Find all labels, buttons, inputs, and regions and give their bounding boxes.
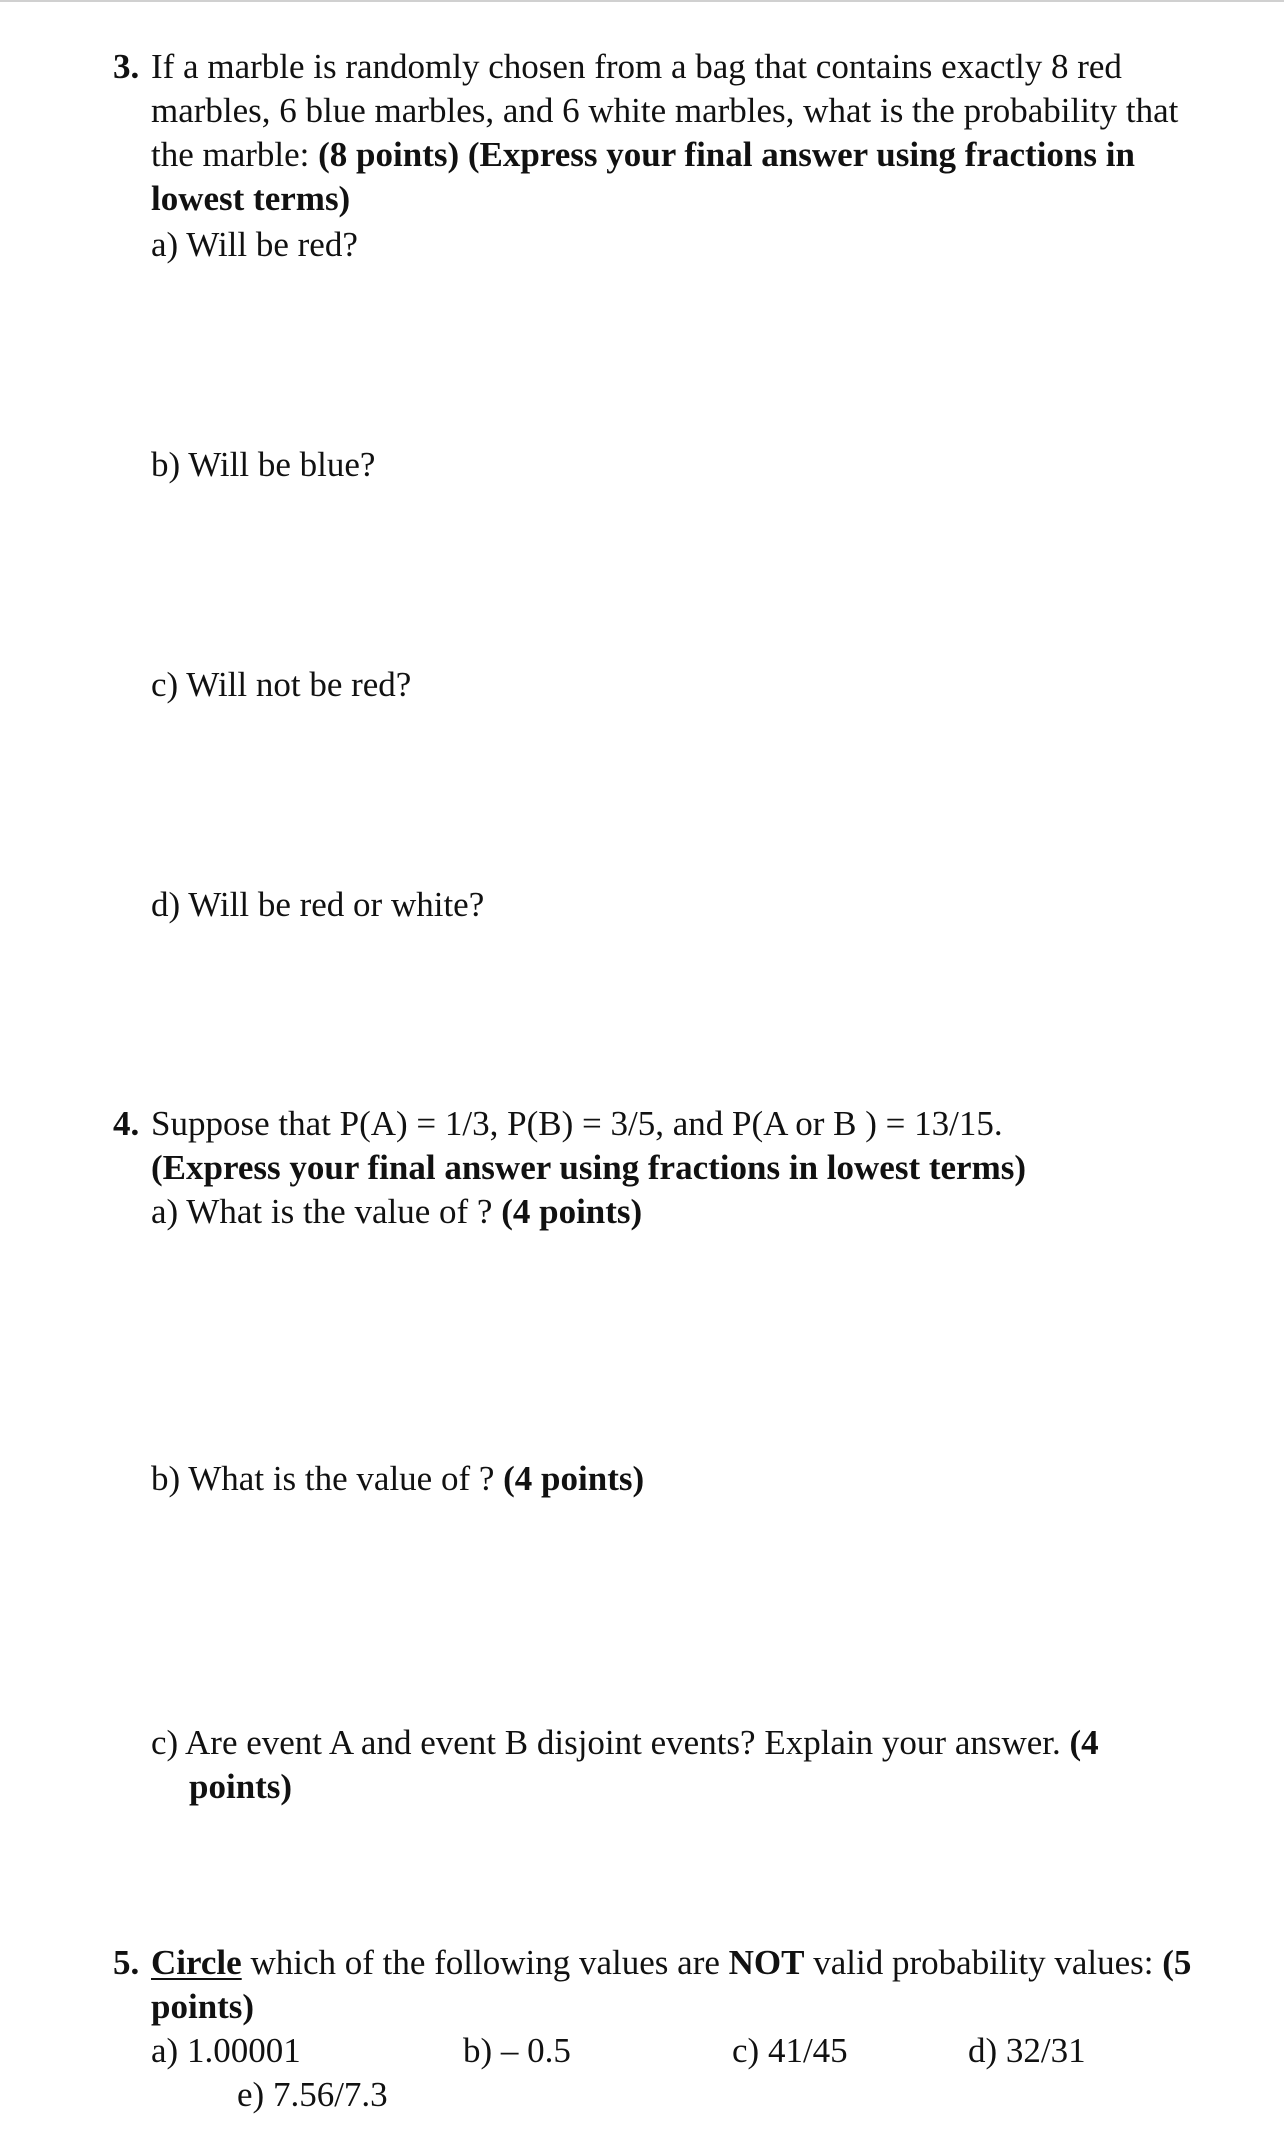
question-4-body <box>151 1102 1213 1234</box>
question-4-part-a-text: a) What is the value of ? <box>151 1192 502 1231</box>
question-4-part-b-text: b) What is the value of ? <box>151 1459 504 1498</box>
question-4-part-b <box>151 1457 644 1501</box>
question-5-circle-word: Circle <box>151 1943 242 1982</box>
question-3-part-c: c) Will not be red? <box>151 665 412 704</box>
question-3-part-b: b) Will be blue? <box>151 445 376 484</box>
question-5-not-word: NOT <box>728 1943 805 1982</box>
question-4-part-b-points: (4 points) <box>503 1459 645 1498</box>
question-3 <box>113 45 1213 221</box>
question-4-part-a-points: (4 points) <box>501 1192 643 1231</box>
question-5 <box>113 1941 1213 2029</box>
question-4-part-a <box>151 1190 1213 1234</box>
question-3-part-d: d) Will be red or white? <box>151 885 485 924</box>
question-3-instruction: (Express your final answer using fractions in lowest terms) <box>151 135 1135 218</box>
question-3-text: If a marble is randomly chosen from a bag that contains exactly 8 red marbles, 6 blue marbles, and 6 white marbles, what is the probability that the marble: <box>151 47 1179 174</box>
question-4-text: Suppose that P(A) = 1/3, P(B) = 3/5, and P(A or B ) = 13/15. <box>151 1104 1003 1143</box>
question-4-part-c-text: c) Are event A and event B disjoint events? Explain your answer. <box>151 1723 1070 1762</box>
question-5-option-c: c) 41/45 <box>732 2031 848 2070</box>
question-5-option-a: a) 1.00001 <box>151 2031 301 2070</box>
question-5-text-1: which of the following values are <box>241 1943 729 1982</box>
question-3-body <box>151 45 1213 221</box>
question-5-points: (5 points) <box>151 1943 1192 2026</box>
question-4-part-c-points-start: (4 <box>1069 1723 1099 1762</box>
question-4-number: 4. <box>113 1104 140 1143</box>
question-5-text-2: valid probability values: <box>804 1943 1163 1982</box>
question-4-instruction: (Express your final answer using fractions in lowest terms) <box>151 1148 1026 1187</box>
question-3-points: (8 points) <box>318 135 460 174</box>
question-5-option-e: e) 7.56/7.3 <box>237 2075 388 2114</box>
question-5-body <box>151 1941 1213 2029</box>
question-5-number: 5. <box>113 1943 140 1982</box>
question-3-number: 3. <box>113 47 140 86</box>
question-3-part-a: a) Will be red? <box>151 225 358 264</box>
question-5-option-b: b) – 0.5 <box>463 2031 571 2070</box>
question-5-option-d: d) 32/31 <box>968 2031 1086 2070</box>
question-4-part-c <box>151 1721 1211 1809</box>
question-4 <box>113 1102 1213 1234</box>
question-4-part-c-points-end: points) <box>189 1767 293 1806</box>
